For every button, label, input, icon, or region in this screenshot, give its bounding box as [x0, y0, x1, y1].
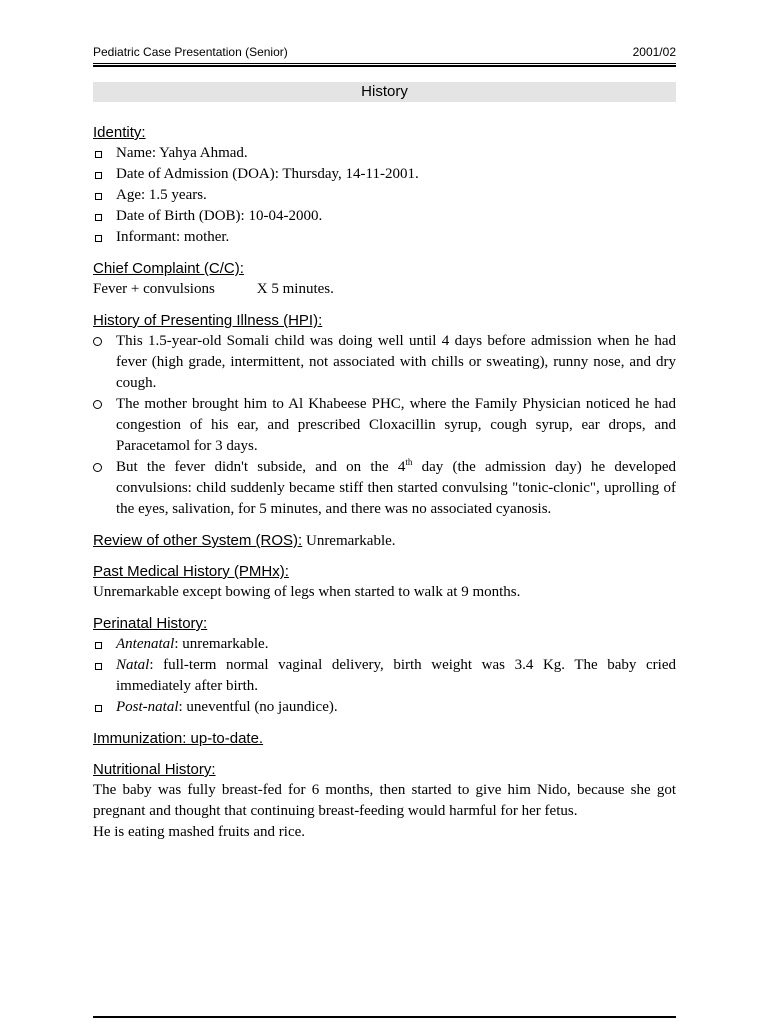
nutrition-text-2: He is eating mashed fruits and rice.: [93, 824, 306, 840]
header-right: 2001/02: [632, 45, 676, 59]
nutrition-section: [93, 759, 676, 843]
header-rule: [93, 63, 676, 67]
list-item: Name: Yahya Ahmad.: [93, 143, 676, 164]
list-item: Informant: mother.: [93, 227, 676, 248]
square-bullet-icon: [95, 642, 102, 649]
perinatal-heading: Perinatal History:: [93, 615, 208, 632]
list-item: Natal: full-term normal vaginal delivery, birth weight was 3.4 Kg. The baby cried immediately after birth.: [93, 655, 676, 697]
square-bullet-icon: [95, 235, 102, 242]
header-left: Pediatric Case Presentation (Senior): [93, 45, 288, 59]
document-body: [93, 122, 676, 853]
nutrition-text: The baby was fully breast-fed for 6 months, then started to give him Nido, because she got pregnant and thought that continuing breast-feeding would harmful for her fetus.: [93, 782, 676, 819]
square-bullet-icon: [95, 705, 102, 712]
list-item: This 1.5-year-old Somali child was doing well until 4 days before admission when he had fever (high grade, intermittent, not associated with chills or sweating), runny nose, and dry cough.: [93, 331, 676, 394]
perinatal-list: [93, 634, 676, 718]
identity-list: [93, 143, 676, 248]
pmhx-text: Unremarkable except bowing of legs when started to walk at 9 months.: [93, 584, 521, 600]
circle-bullet-icon: [93, 400, 102, 409]
nutrition-heading: Nutritional History:: [93, 761, 216, 778]
list-item: Date of Birth (DOB): 10-04-2000.: [93, 206, 676, 227]
page-header: [93, 44, 676, 60]
ros-section: [93, 530, 676, 551]
square-bullet-icon: [95, 193, 102, 200]
hpi-heading: History of Presenting Illness (HPI):: [93, 312, 323, 329]
list-item: But the fever didn't subside, and on the 4th day (the admission day) he developed convulsions: child suddenly became stiff then started convulsing "tonic-clonic", uprolling of the eyes, salivation, for 5 minutes, and there was no associated cyanosis.: [93, 457, 676, 520]
list-item: Age: 1.5 years.: [93, 185, 676, 206]
square-bullet-icon: [95, 172, 102, 179]
square-bullet-icon: [95, 151, 102, 158]
square-bullet-icon: [95, 214, 102, 221]
pmhx-section: [93, 561, 676, 603]
hpi-list: [93, 331, 676, 520]
ros-heading: Review of other System (ROS):: [93, 532, 303, 549]
identity-section: [93, 122, 676, 248]
ros-text: Unremarkable.: [302, 533, 396, 549]
perinatal-section: [93, 613, 676, 718]
list-item: The mother brought him to Al Khabeese PHC, where the Family Physician noticed he had congestion of his ear, and prescribed Cloxacillin syrup, cough syrup, ear drops, and Paracetamol for 3 days.: [93, 394, 676, 457]
list-item: Antenatal: unremarkable.: [93, 634, 676, 655]
square-bullet-icon: [95, 663, 102, 670]
circle-bullet-icon: [93, 463, 102, 472]
hpi-section: [93, 310, 676, 520]
circle-bullet-icon: [93, 337, 102, 346]
section-title: History: [93, 82, 676, 102]
chief-complaint-section: [93, 258, 676, 300]
list-item: Date of Admission (DOA): Thursday, 14-11-2001.: [93, 164, 676, 185]
footer-rule: [93, 1016, 676, 1018]
pmhx-heading: Past Medical History (PMHx):: [93, 563, 289, 580]
chief-complaint-heading: Chief Complaint (C/C):: [93, 260, 244, 277]
chief-complaint-text: Fever + convulsions X 5 minutes.: [93, 281, 334, 297]
immunization-heading: Immunization: up-to-date.: [93, 730, 264, 747]
identity-heading: Identity:: [93, 124, 146, 141]
list-item: Post-natal: uneventful (no jaundice).: [93, 697, 676, 718]
immunization-section: [93, 728, 676, 749]
